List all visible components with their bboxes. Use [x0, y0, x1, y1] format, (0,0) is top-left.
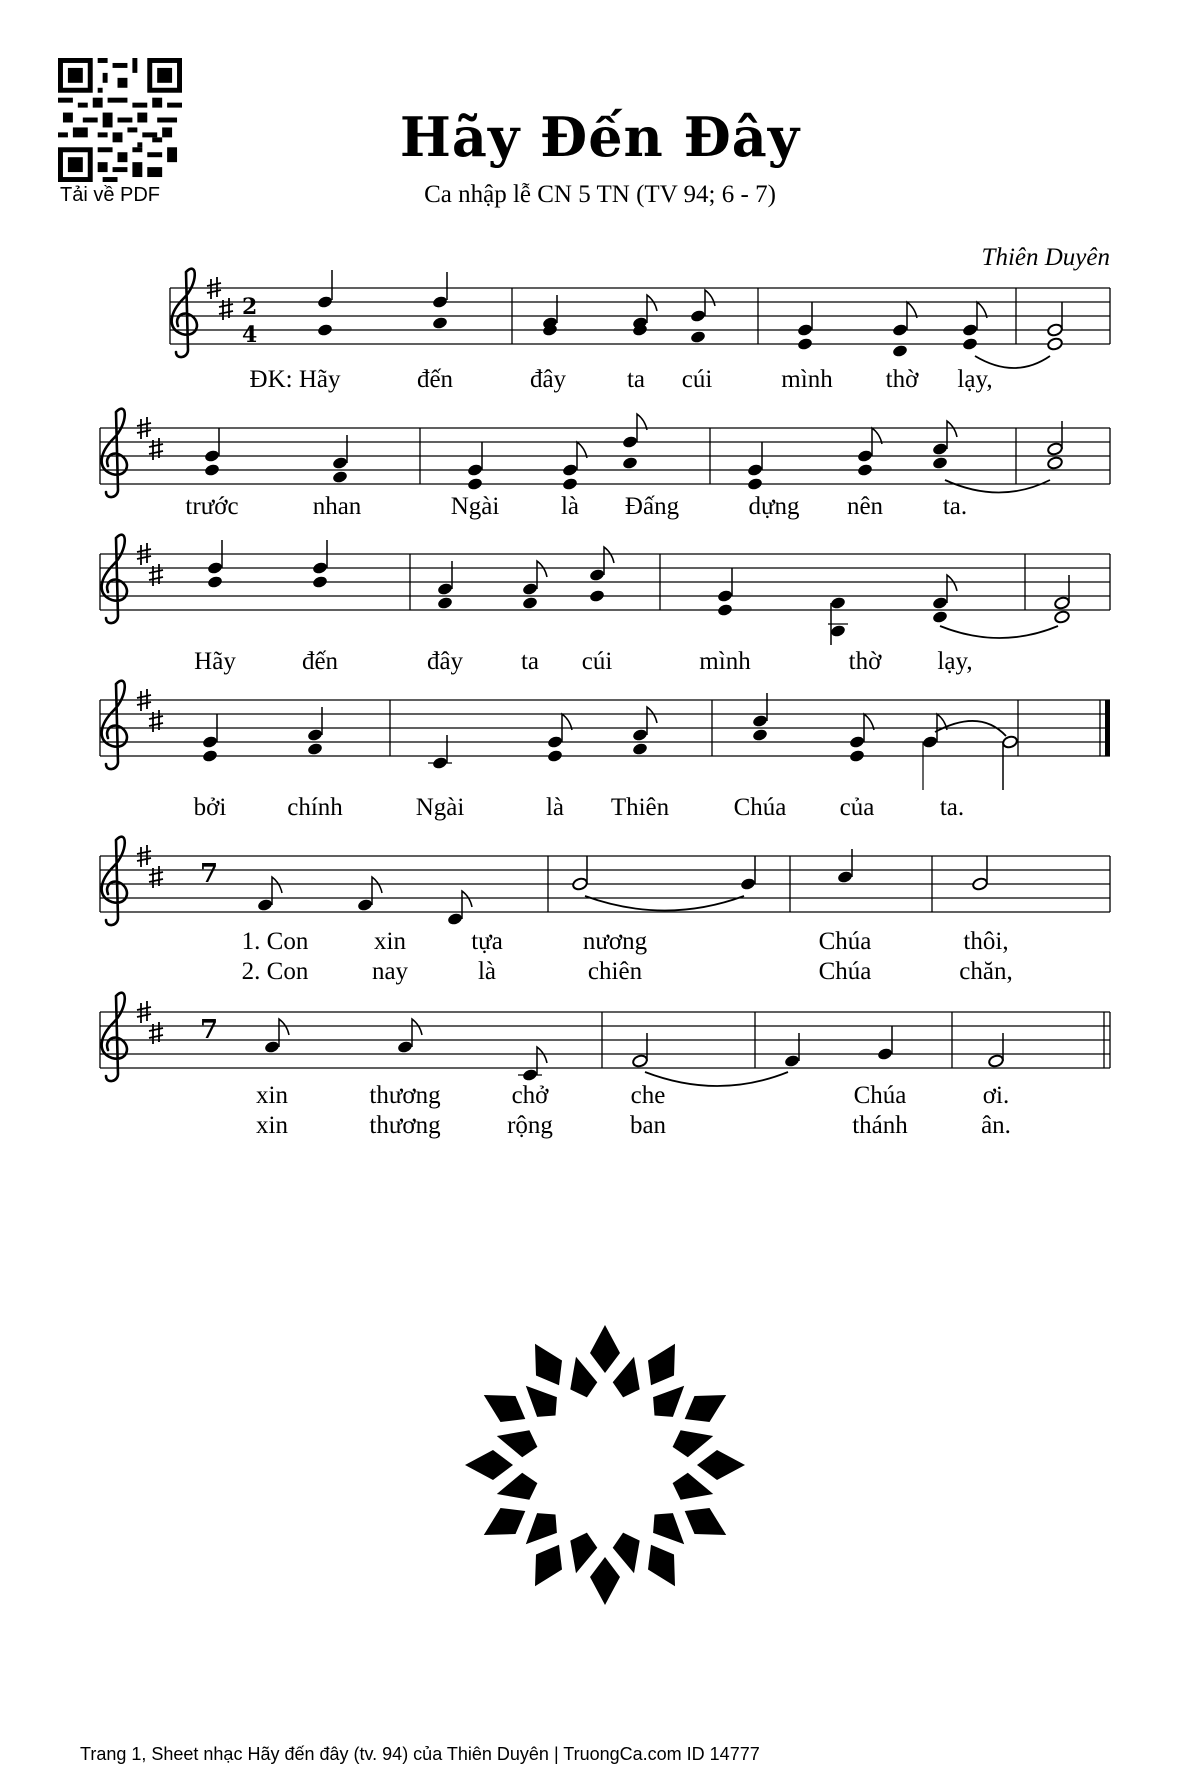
ornament-spike [535, 1545, 562, 1587]
lyric-verse-2: rộng [507, 1112, 553, 1139]
time-sig-top: 2 [242, 294, 258, 320]
lyric: chính [287, 794, 343, 821]
ornament-wedge [570, 1533, 597, 1574]
lyric-verse-1: Chúa [853, 1082, 907, 1109]
star-ornament-icon [460, 1320, 750, 1610]
time-sig-bottom: 4 [242, 322, 258, 348]
song-subtitle: Ca nhập lễ CN 5 TN (TV 94; 6 - 7) [424, 181, 776, 208]
lyric: nên [846, 493, 884, 520]
lyric-verse-2: chiên [587, 958, 643, 985]
ornament-spike [535, 1344, 562, 1386]
lyric-verse-1: tựa [471, 928, 503, 955]
lyric-verse-1: nương [582, 928, 648, 955]
lyric: là [560, 493, 580, 520]
lyric: ta [520, 648, 540, 675]
lyric: đến [301, 648, 339, 675]
lyric-verse-2: Chúa [818, 958, 872, 985]
lyric: cúi [681, 366, 713, 393]
ornament-spike [697, 1450, 745, 1480]
ornament-spike [648, 1344, 675, 1386]
lyric-verse-2: ban [629, 1112, 667, 1139]
ornament-wedge [673, 1473, 714, 1500]
staff-system-3 [100, 535, 1110, 645]
lyric-verse-2: là [477, 958, 497, 985]
lyric: thờ [885, 366, 919, 393]
lyric-verse-2: 2. Con [241, 958, 309, 985]
download-pdf-link[interactable]: Tải về PDF [60, 184, 161, 206]
lyric-verse-2: thánh [852, 1112, 908, 1139]
lyric-verse-2: chăn, [959, 958, 1013, 985]
lyric-verse-2: ân. [981, 1112, 1011, 1139]
staff-system-5 [100, 837, 1110, 926]
lyric: của [839, 794, 875, 821]
lyric: ta. [939, 794, 965, 821]
lyric-verse-2: xin [256, 1112, 288, 1139]
lyric-verse-1: xin [374, 928, 406, 955]
lyric-verse-1: ơi. [982, 1082, 1010, 1109]
lyric: Đấng [624, 493, 680, 520]
ornament-spike [685, 1508, 727, 1535]
ornament-wedge [613, 1357, 640, 1398]
ornament-spike [590, 1557, 620, 1605]
ornament-spike [685, 1395, 727, 1422]
ornament-spike [590, 1325, 620, 1373]
lyric: ta. [942, 493, 968, 520]
lyric-verse-1: Chúa [818, 928, 872, 955]
ornament-wedge [570, 1357, 597, 1398]
staff-system-2 [100, 409, 1110, 497]
eighth-rest: 7 [200, 859, 219, 889]
lyric: cúi [581, 648, 613, 675]
ornament-wedge [526, 1386, 557, 1417]
lyric: Chúa [733, 794, 787, 821]
lyric: bởi [193, 794, 227, 821]
lyric: mình [781, 366, 833, 393]
ornament-wedge [653, 1513, 684, 1544]
lyric: là [545, 794, 565, 821]
staff-system-1 [170, 269, 1110, 368]
lyric: lạy, [937, 648, 973, 675]
lyric: thờ [848, 648, 882, 675]
lyric: Ngài [415, 794, 465, 821]
lyric: trước [185, 493, 239, 520]
ornament-wedge [673, 1430, 714, 1457]
lyric: dựng [748, 493, 800, 520]
staff-system-4 [100, 681, 1110, 790]
ornament-wedge [497, 1473, 538, 1500]
ornament-wedge [526, 1513, 557, 1544]
ornament-spike [484, 1508, 526, 1535]
lyric-verse-1: thôi, [963, 928, 1009, 955]
song-title: Hãy Đến Đây [399, 105, 801, 169]
lyric: ta [626, 366, 646, 393]
lyric: ĐK: Hãy [249, 366, 341, 393]
lyric: đến [416, 366, 454, 393]
lyric: lạy, [957, 366, 993, 393]
lyric: Hãy [194, 648, 236, 675]
lyric: Thiên [610, 794, 670, 821]
page-footer: Trang 1, Sheet nhạc Hãy đến đây (tv. 94) của Thiên Duyên | TruongCa.com ID 14777 [80, 1744, 760, 1764]
lyric-verse-1: xin [256, 1082, 288, 1109]
ornament-spike [648, 1545, 675, 1587]
lyric: đây [529, 366, 567, 393]
ornament-wedge [653, 1386, 684, 1417]
composer-name: Thiên Duyên [981, 244, 1110, 271]
lyric-verse-2: nay [371, 958, 409, 985]
lyric: nhan [312, 493, 362, 520]
lyric-verse-1: chở [511, 1082, 549, 1109]
lyric-verse-1: 1. Con [241, 928, 309, 955]
ornament-wedge [613, 1533, 640, 1574]
lyric: Ngài [450, 493, 500, 520]
lyric: đây [426, 648, 464, 675]
lyric-verse-1: che [630, 1082, 666, 1109]
eighth-rest: 7 [200, 1015, 219, 1045]
lyric-verse-2: thương [369, 1112, 441, 1139]
lyric: mình [699, 648, 751, 675]
lyric-verse-1: thương [369, 1082, 441, 1109]
ornament-spike [484, 1395, 526, 1422]
ornament-spike [465, 1450, 513, 1480]
staff-system-6 [100, 993, 1110, 1086]
ornament-wedge [497, 1430, 538, 1457]
